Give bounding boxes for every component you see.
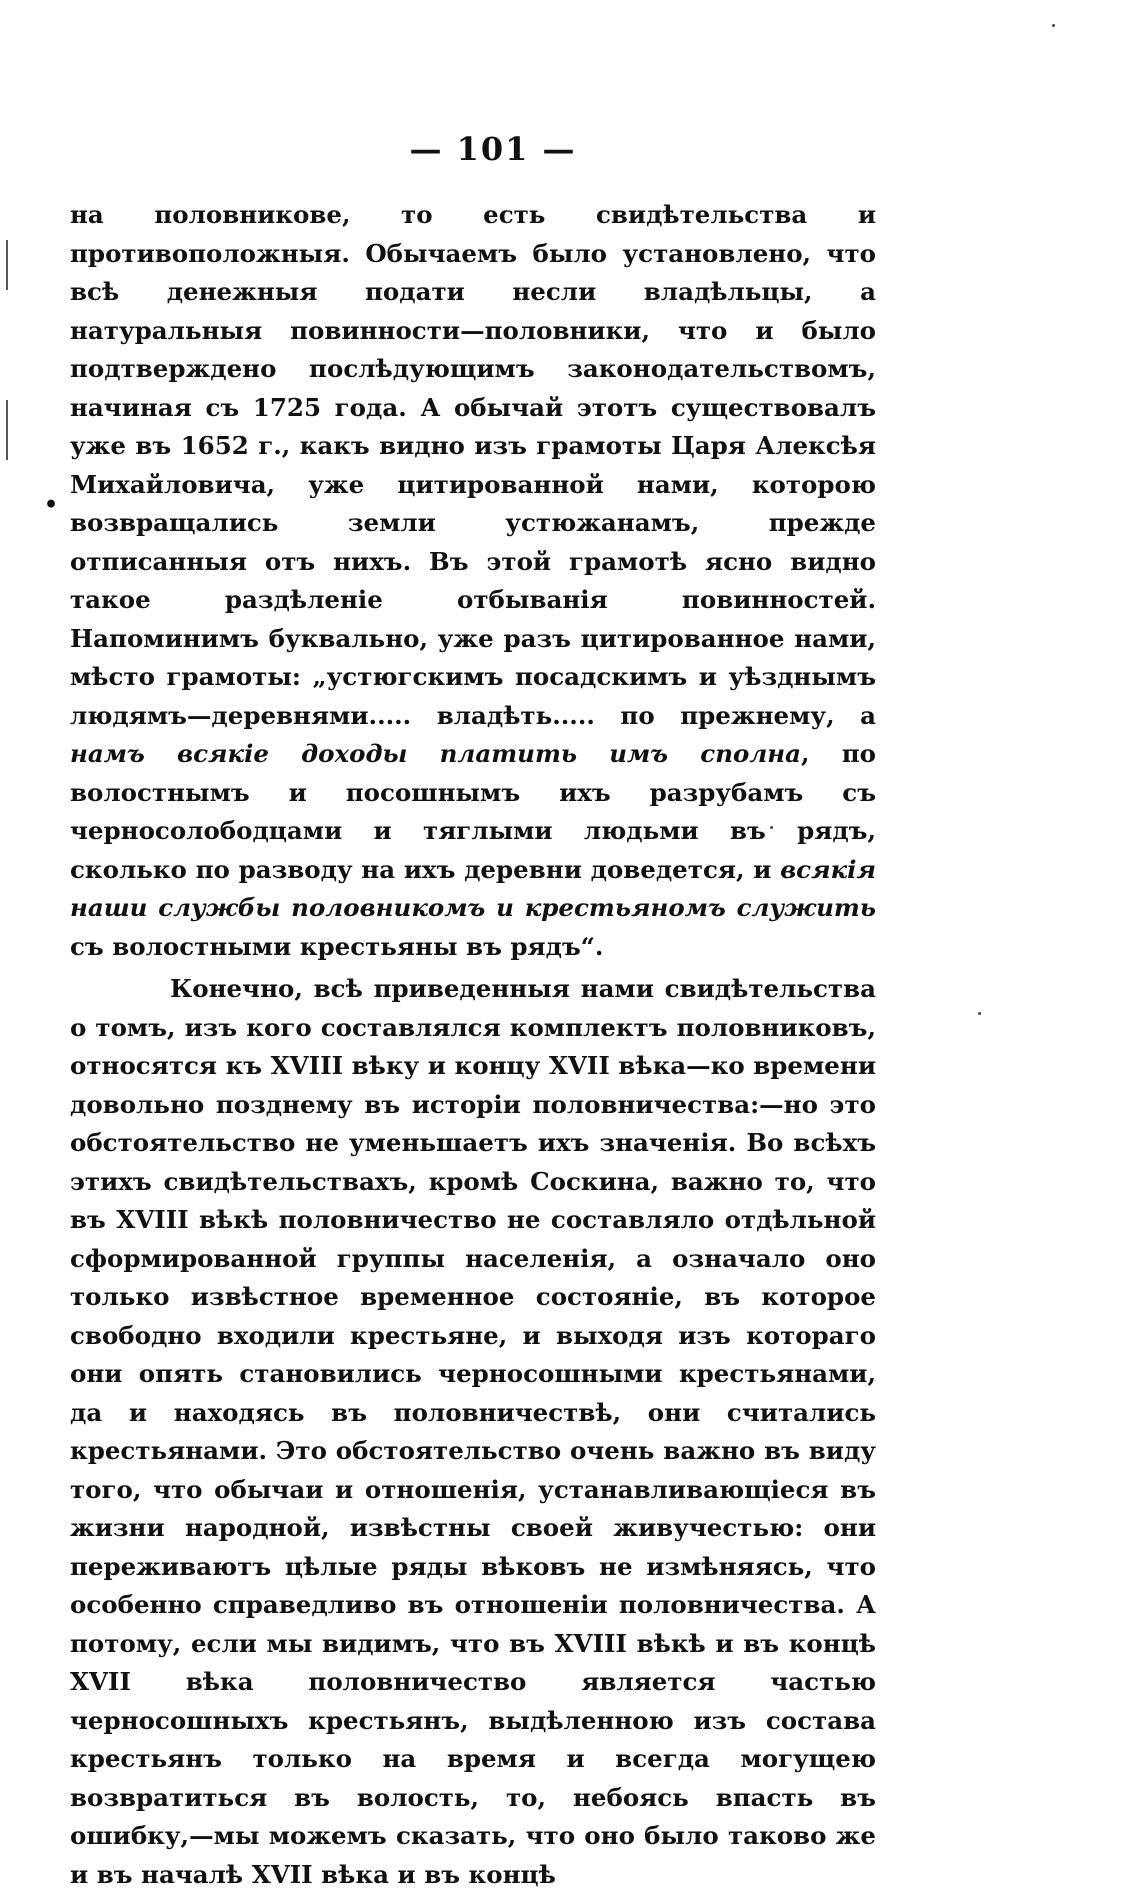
margin-mark: •: [44, 492, 59, 518]
scan-edge-line: [6, 400, 8, 460]
text-run: на половникове, то есть свидѣтельства и противоположныя. Обычаемъ было установлено, что всѣ денежныя подати несли владѣльцы, а натуральныя повинности—половники, что и было подтверждено послѣдующимъ законодательствомъ, начиная съ 1725 года. А обычай этотъ существовалъ уже въ 1652 г., какъ видно изъ грамоты Царя Алексѣя Михайловича, уже цитированной нами, которою возвращались земли устюжанамъ, прежде отписанныя отъ нихъ. Въ этой грамотѣ ясно видно такое раздѣленіе отбыванія повинностей. Напоминимъ буквально, уже разъ цитированное нами, мѣсто грамоты: „устюгскимъ посадскимъ и уѣзднымъ людямъ—деревнями..... владѣть..... по прежнему, а: [70, 200, 876, 730]
scan-speck: [978, 1012, 981, 1015]
text-run: съ волостными крестьяны въ рядъ“.: [70, 931, 604, 961]
scan-speck: [1052, 24, 1055, 27]
scan-edge-line: [6, 240, 8, 290]
text-run: , по волостнымъ и посошнымъ ихъ разрубамъ съ черносолободцами и тяглыми людьми въ рядъ, сколько по разводу на ихъ деревни доведется, и: [70, 739, 876, 884]
page-number: — 101 —: [409, 130, 577, 168]
paragraph-1: [70, 196, 876, 966]
paragraph-2: [70, 970, 876, 1894]
italic-quote: всякія наши службы половникомъ и крестьяномъ служить: [70, 854, 876, 922]
book-page: [70, 130, 876, 1896]
text-run: Конечно, всѣ приведенныя нами свидѣтельства о томъ, изъ кого составлялся комплектъ половниковъ, относятся къ XVIII вѣку и концу XVII вѣка—ко времени довольно позднему въ исторіи половничества:—но это обстоятельство не уменьшаетъ ихъ значенія. Во всѣхъ этихъ свидѣтельствахъ, кромѣ Соскина, важно то, что въ XVIII вѣкѣ половничество не составляло отдѣльной сформированной группы населенія, а означало оно только извѣстное временное состояніе, въ которое свободно входили крестьяне, и выходя изъ котораго они опять становились черносошными крестьянами, да и находясь въ половничествѣ, они считались крестьянами. Это обстоятельство очень важно въ виду того, что обычаи и отношенія, устанавливающіеся въ жизни народной, извѣстны своей живучестью: они переживаютъ цѣлые ряды вѣковъ не измѣняясь, что особенно справедливо въ отношеніи половничества. А потому, если мы видимъ, что въ XVIII вѣкѣ и въ концѣ XVII вѣка половничество является частью черносошныхъ крестьянъ, выдѣленною изъ состава крестьянъ только на время и всегда могущею возвратиться въ волость, то, небоясь впасть въ ошибку,—мы можемъ сказать, что оно было таково же и въ началѣ XVII вѣка и въ концѣ: [70, 974, 876, 1889]
italic-quote: намъ всякіе доходы платить имъ сполна: [70, 739, 802, 768]
